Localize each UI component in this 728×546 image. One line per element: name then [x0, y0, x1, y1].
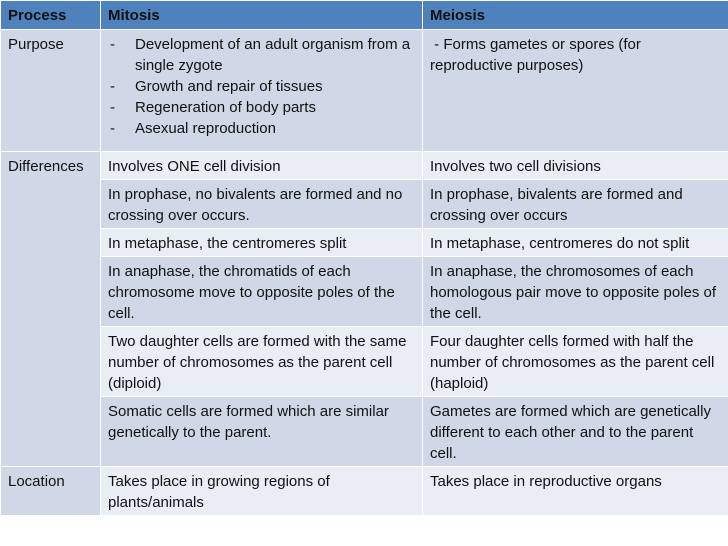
purpose-row	[1, 30, 728, 152]
header-meiosis: Meiosis	[423, 1, 728, 30]
mitosis-location-cell: Takes place in growing regions of plants/animals	[101, 467, 423, 516]
meiosis-cell: In anaphase, the chromosomes of each homologous pair move to opposite poles of the cell.	[423, 257, 728, 327]
list-item: - Regeneration of body parts	[108, 97, 416, 118]
header-process: Process	[1, 1, 101, 30]
list-item: - Asexual reproduction	[108, 118, 416, 139]
meiosis-purpose-cell: - Forms gametes or spores (for reproductive purposes)	[423, 30, 728, 152]
mitosis-cell: In metaphase, the centromeres split	[101, 229, 423, 257]
table-row	[1, 229, 728, 257]
mitosis-cell: Involves ONE cell division	[101, 152, 423, 180]
meiosis-cell: Four daughter cells formed with half the number of chromosomes as the parent cell (haploid)	[423, 327, 728, 397]
table-row	[1, 180, 728, 229]
table-row	[1, 257, 728, 327]
mitosis-cell: In prophase, no bivalents are formed and no crossing over occurs.	[101, 180, 423, 229]
meiosis-location-cell: Takes place in reproductive organs	[423, 467, 728, 516]
meiosis-cell: Gametes are formed which are genetically different to each other and to the parent cell.	[423, 397, 728, 467]
meiosis-cell: In prophase, bivalents are formed and crossing over occurs	[423, 180, 728, 229]
meiosis-cell: In metaphase, centromeres do not split	[423, 229, 728, 257]
mitosis-purpose-list	[108, 34, 416, 139]
mitosis-cell: Somatic cells are formed which are similar genetically to the parent.	[101, 397, 423, 467]
list-item: - Growth and repair of tissues	[108, 76, 416, 97]
mitosis-cell: In anaphase, the chromatids of each chromosome move to opposite poles of the cell.	[101, 257, 423, 327]
table-row	[1, 327, 728, 397]
row-label-location: Location	[1, 467, 101, 516]
list-item: - Development of an adult organism from a single zygote	[108, 34, 416, 76]
table-row	[1, 152, 728, 180]
meiosis-cell: Involves two cell divisions	[423, 152, 728, 180]
table-row	[1, 397, 728, 467]
header-mitosis: Mitosis	[101, 1, 423, 30]
row-label-differences: Differences	[1, 152, 101, 467]
mitosis-cell: Two daughter cells are formed with the same number of chromosomes as the parent cell (diploid)	[101, 327, 423, 397]
row-label-purpose: Purpose	[1, 30, 101, 152]
header-row	[1, 1, 728, 30]
mitosis-purpose-cell	[101, 30, 423, 152]
location-row	[1, 467, 728, 516]
